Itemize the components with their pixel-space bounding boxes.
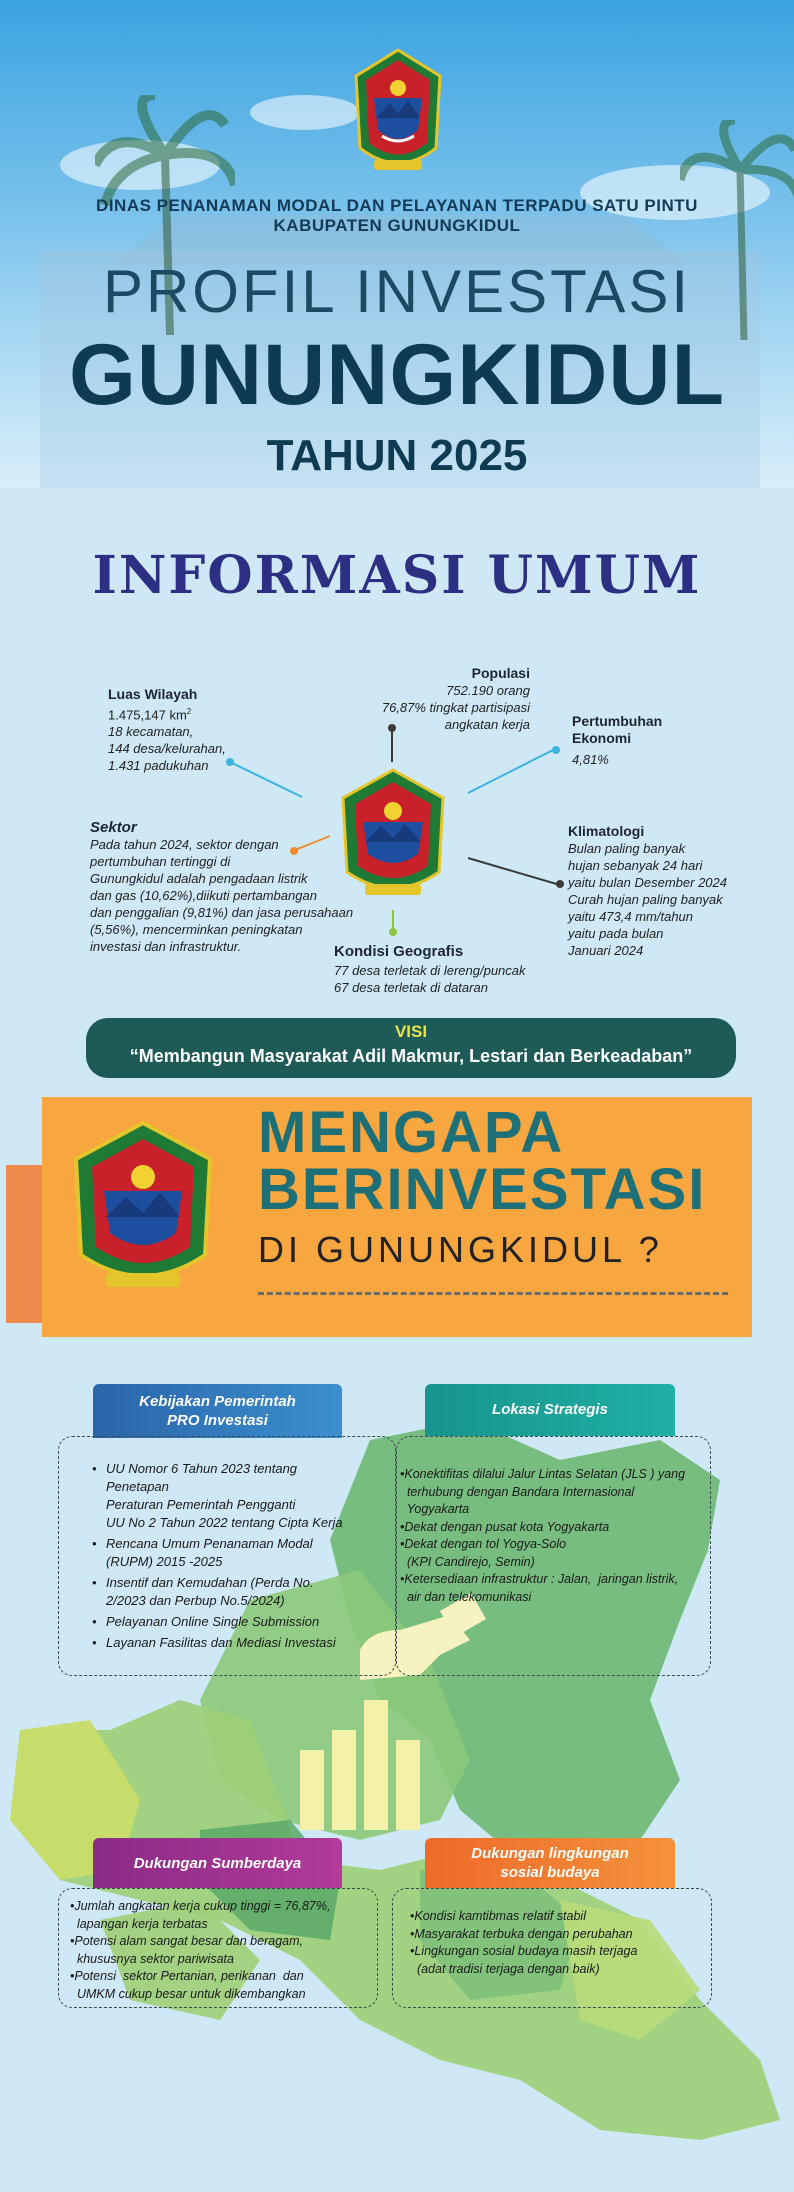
sektor-line: pertumbuhan tertinggi di [90, 854, 231, 869]
institution-name-line2: KABUPATEN GUNUNGKIDUL [273, 216, 521, 235]
sumberdaya-list [70, 1898, 374, 2003]
sosial-item: •Kondisi kamtibmas relatif stabil [410, 1909, 586, 1923]
page-title-line1: PROFIL INVESTASI [102, 258, 692, 325]
geografis-connector-dot [389, 928, 397, 936]
pertumbuhan-value: 4,81% [572, 752, 609, 767]
section-title-informasi-umum: INFORMASI UMUM [92, 545, 702, 606]
geografis-dataran: 67 desa terletak di dataran [334, 980, 488, 995]
mengapa-line3: DI GUNUNGKIDUL ? [258, 1229, 663, 1270]
kebijakan-title-2: PRO Investasi [167, 1412, 268, 1429]
info-populasi [330, 665, 530, 733]
sosial-item: •Lingkungan sosial budaya masih terjaga [410, 1944, 638, 1958]
lokasi-item: •Dekat dengan pusat kota Yogyakarta [400, 1519, 610, 1534]
kebijakan-item: • Insentif dan Kemudahan (Perda No. [92, 1574, 392, 1592]
sektor-line: dan gas (10,62%),diikuti pertambangan [90, 888, 317, 903]
sumberdaya-card-header [93, 1838, 342, 1888]
lokasi-item: Yogyakarta [400, 1502, 470, 1516]
luas-desa: 144 desa/kelurahan, [108, 741, 226, 757]
geografis-lereng: 77 desa terletak di lereng/puncak [334, 963, 526, 978]
sumberdaya-item: khususnya sektor pariwisata [70, 1951, 234, 1966]
kebijakan-item: • UU Nomor 6 Tahun 2023 tentang [92, 1460, 392, 1478]
sumberdaya-item: •Potensi sektor Pertanian, perikanan dan [70, 1969, 304, 1983]
info-klimatologi [568, 823, 768, 959]
klimatologi-label: Klimatologi [568, 823, 645, 839]
sektor-line: (5,56%), mencerminkan peningkatan [90, 922, 303, 937]
kebijakan-item: • Rencana Umum Penanaman Modal [92, 1535, 392, 1553]
lokasi-item: •Konektifitas dilalui Jalur Lintas Selatan (JLS ) yang [400, 1467, 686, 1481]
lokasi-title: Lokasi Strategis [492, 1401, 608, 1418]
info-kondisi-geografis [334, 943, 574, 996]
page-title-line2: GUNUNGKIDUL [69, 327, 725, 423]
kebijakan-item: (RUPM) 2015 -2025 [106, 1554, 223, 1569]
klimatologi-line: Curah hujan paling banyak [568, 892, 723, 907]
header-banner [0, 0, 794, 488]
luas-value: 1.475,147 km [108, 707, 187, 723]
info-pertumbuhan-ekonomi [572, 713, 732, 768]
lokasi-item: terhubung dengan Bandara Internasional [400, 1484, 635, 1499]
klimatologi-connector-dot [556, 880, 564, 888]
kebijakan-item: Peraturan Pemerintah Pengganti [106, 1497, 296, 1512]
populasi-orang: 752.190 orang [446, 683, 530, 698]
sektor-label: Sektor [90, 819, 137, 836]
visi-text: “Membangun Masyarakat Adil Makmur, Lestari dan Berkeadaban” [129, 1046, 693, 1066]
populasi-partisipasi: 76,87% tingkat partisipasi [381, 700, 530, 715]
info-luas-wilayah [108, 686, 308, 774]
kebijakan-item: • Layanan Fasilitas dan Mediasi Investasi [92, 1634, 392, 1652]
institution-name-line1: DINAS PENANAMAN MODAL DAN PELAYANAN TERPADU SATU PINTU [96, 196, 698, 215]
mengapa-dashed-divider [258, 1292, 728, 1295]
sumberdaya-item: UMKM cukup besar untuk dikembangkan [70, 1986, 306, 2001]
klimatologi-line: yaitu pada bulan [568, 926, 664, 941]
sosial-title-2: sosial budaya [500, 1864, 600, 1881]
sosial-title-1: Dukungan lingkungan [471, 1845, 629, 1862]
lokasi-card-header [425, 1384, 675, 1436]
pertumbuhan-label-2: Ekonomi [572, 730, 632, 746]
sektor-line: Pada tahun 2024, sektor dengan [90, 837, 279, 852]
kebijakan-item: • Pelayanan Online Single Submission [92, 1613, 392, 1631]
kebijakan-title-1: Kebijakan Pemerintah [139, 1393, 296, 1410]
luas-kecamatan: 18 kecamatan, [108, 724, 194, 740]
mengapa-line2: BERINVESTASI [258, 1157, 707, 1222]
pertumbuhan-connector-dot [552, 746, 560, 754]
sosial-list [410, 1908, 706, 1978]
sosial-item: (adat tradisi terjaga dengan baik) [410, 1961, 600, 1976]
lokasi-item: •Dekat dengan tol Yogya-Solo [400, 1537, 567, 1551]
lokasi-list [400, 1466, 710, 1606]
sumberdaya-item: lapangan kerja terbatas [70, 1916, 208, 1931]
info-sektor [90, 819, 380, 955]
klimatologi-line: Januari 2024 [568, 943, 644, 958]
sektor-line: Gunungkidul adalah pengadaan listrik [90, 871, 308, 886]
mengapa-line1: MENGAPA [258, 1100, 565, 1165]
kebijakan-item: 2/2023 dan Perbup No.5/2024) [106, 1593, 285, 1608]
mengapa-emblem-logo [68, 1119, 218, 1304]
populasi-label: Populasi [471, 665, 530, 681]
visi-banner [86, 1018, 736, 1078]
sektor-line: dan penggalian (9,81%) dan jasa perusahaan [90, 905, 354, 920]
sumberdaya-item: •Potensi alam sangat besar dan beragam, [70, 1934, 303, 1948]
gunungkidul-emblem-logo [352, 48, 444, 183]
luas-label: Luas Wilayah [108, 686, 198, 702]
mengapa-banner [42, 1097, 752, 1337]
klimatologi-line: yaitu bulan Desember 2024 [568, 875, 727, 890]
populasi-angkatan: angkatan kerja [444, 717, 530, 732]
lokasi-item: air dan telekomunikasi [400, 1589, 532, 1604]
geografis-label: Kondisi Geografis [334, 943, 464, 960]
lokasi-item: •Ketersediaan infrastruktur : Jalan, jaringan listrik, [400, 1572, 679, 1586]
kebijakan-item: UU No 2 Tahun 2022 tentang Cipta Kerja [106, 1515, 343, 1530]
pertumbuhan-label-1: Pertumbuhan [572, 713, 663, 729]
kebijakan-card-header [93, 1384, 342, 1438]
mengapa-side-accent [6, 1165, 46, 1323]
kebijakan-list [92, 1460, 392, 1652]
kebijakan-item: Penetapan [106, 1479, 169, 1494]
luas-padukuhan: 1.431 padukuhan [108, 758, 209, 774]
klimatologi-line: hujan sebanyak 24 hari [568, 858, 703, 873]
sektor-line: investasi dan infrastruktur. [90, 939, 242, 954]
klimatologi-line: Bulan paling banyak [568, 841, 686, 856]
luas-value-sup: 2 [186, 707, 192, 716]
sumberdaya-item: •Jumlah angkatan kerja cukup tinggi = 76,87%, [70, 1899, 331, 1913]
klimatologi-line: yaitu 473,4 mm/tahun [568, 909, 694, 924]
sosial-item: •Masyarakat terbuka dengan perubahan [410, 1926, 633, 1941]
visi-label: VISI [394, 1022, 428, 1041]
page-title-year: TAHUN 2025 [266, 431, 528, 480]
sosial-card-header [425, 1838, 675, 1888]
sumberdaya-title: Dukungan Sumberdaya [133, 1855, 302, 1872]
lokasi-item: (KPI Candirejo, Semin) [400, 1554, 535, 1569]
